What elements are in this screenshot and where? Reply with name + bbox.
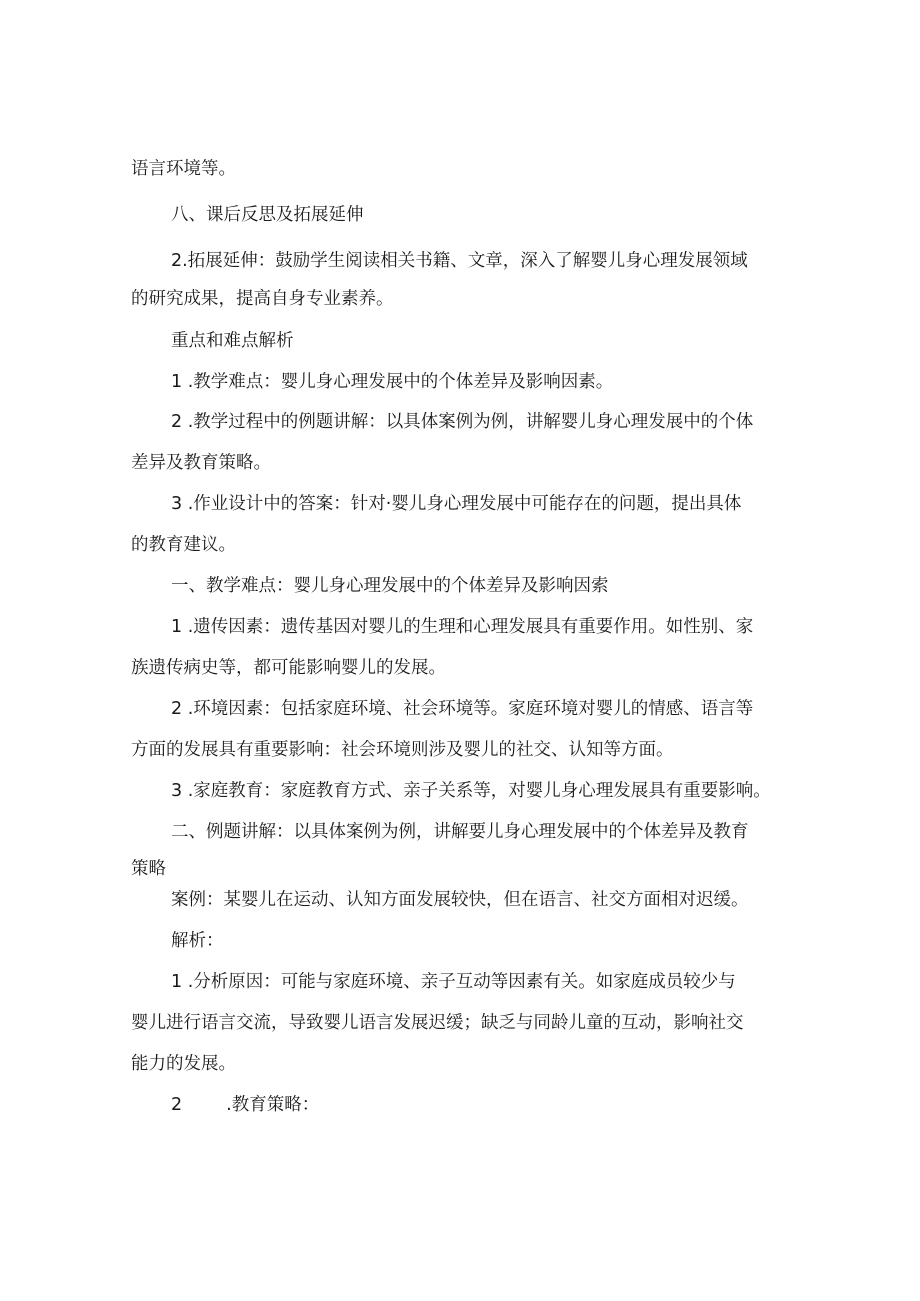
section-heading: 二、例题讲解：以具体案例为例，讲解要儿身心理发展中的个体差异及教育 xyxy=(171,822,749,842)
text-line: 婴儿进行语言交流，导致婴儿语言发展迟缓；缺乏与同龄儿童的互动，影响社交 xyxy=(131,1013,744,1033)
list-item: 1 .遗传因素：遗传基因对婴儿的生理和心理发展具有重要作用。如性别、家 xyxy=(171,617,754,637)
text-line: 的教育建议。 xyxy=(131,535,236,555)
section-heading: 八、课后反思及拓展延伸 xyxy=(171,205,364,225)
text-line: 策略 xyxy=(131,859,166,879)
list-item xyxy=(171,1093,319,1117)
list-number: 2 xyxy=(171,1095,183,1115)
text-line: 能力的发展。 xyxy=(131,1054,236,1074)
text-line: 族遗传病史等，都可能影响婴儿的发展。 xyxy=(131,658,446,678)
section-heading: 重点和难点解析 xyxy=(171,331,294,351)
text-line: 解析： xyxy=(171,931,224,951)
list-item: 1 .分析原因：可能与家庭环境、亲子互动等因素有关。如家庭成员较少与 xyxy=(171,972,736,992)
text-line: 2.拓展延伸：鼓励学生阅读相关书籍、文章，深入了解婴儿身心理发展领域 xyxy=(171,251,748,271)
text-line: 差异及教育策略。 xyxy=(131,453,271,473)
text-line: 案例：某婴儿在运动、认知方面发展较快，但在语言、社交方面相对迟缓。 xyxy=(171,890,749,910)
list-item: 2 .教学过程中的例题讲解：以具体案例为例，讲解婴儿身心理发展中的个体 xyxy=(171,412,754,432)
text-line: 方面的发展具有重要影响：社会环境则涉及婴儿的社交、认知等方面。 xyxy=(131,740,674,760)
list-item: 3 .家庭教育：家庭教育方式、亲子关系等，对婴儿身心理发展具有重要影响。 xyxy=(171,781,771,801)
list-item: 1 .教学难点：婴儿身心理发展中的个体差异及影响因素。 xyxy=(171,372,614,392)
list-item: 2 .环境因素：包括家庭环境、社会环境等。家庭环境对婴儿的情感、语言等 xyxy=(171,699,754,719)
text-line: 的研究成果，提高自身专业素养。 xyxy=(131,289,394,309)
section-heading: 一、教学难点：婴儿身心理发展中的个体差异及影响因索 xyxy=(171,576,609,596)
text-line: 语言环境等。 xyxy=(131,159,236,179)
list-text: .教育策略： xyxy=(226,1095,320,1115)
list-item: 3 .作业设计中的答案：针对·婴儿身心理发展中可能存在的问题，提出具体 xyxy=(171,494,742,514)
